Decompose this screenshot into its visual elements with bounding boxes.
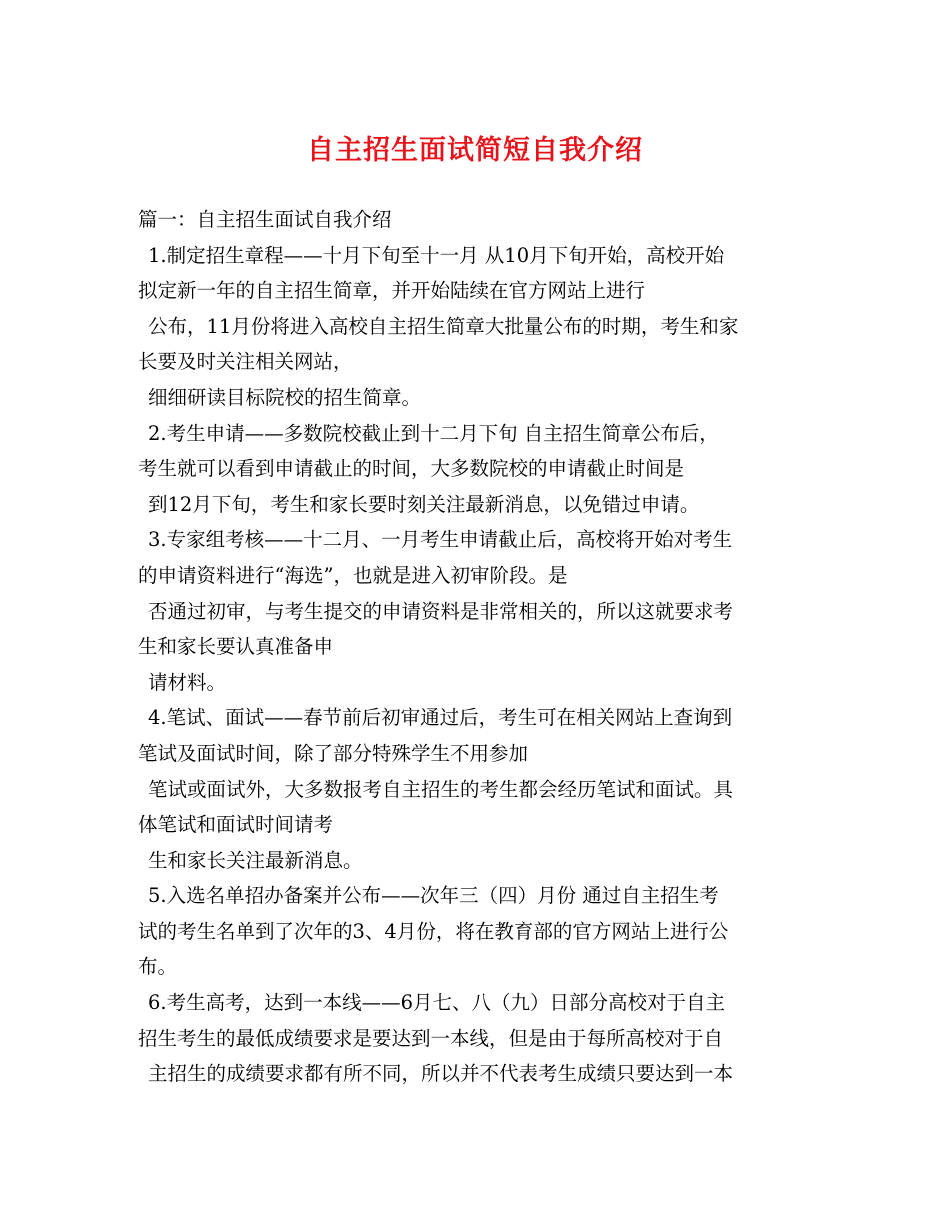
body-line: 1.制定招生章程——十月下旬至十一月 从10月下旬开始，高校开始: [148, 243, 725, 267]
body-line: 3.专家组考核——十二月、一月考生申请截止后，高校将开始对考生: [148, 528, 733, 552]
body-line: 4.笔试、面试——春节前后初审通过后，考生可在相关网站上查询到: [148, 706, 733, 730]
body-line: 的申请资料进行“海选”，也就是进入初审阶段。是: [138, 563, 568, 587]
body-line: 拟定新一年的自主招生简章，并开始陆续在官方网站上进行: [138, 279, 646, 303]
body-line: 长要及时关注相关网站，: [138, 350, 353, 374]
document-body: [138, 202, 818, 1092]
body-line: 主招生的成绩要求都有所不同，所以并不代表考生成绩只要达到一本: [148, 1062, 734, 1086]
body-line: 5.入选名单招办备案并公布——次年三（四）月份 通过自主招生考: [148, 884, 719, 908]
body-line: 公布，11月份将进入高校自主招生简章大批量公布的时期，考生和家: [148, 314, 739, 338]
body-line: 布。: [138, 955, 178, 979]
body-line: 到12月下旬，考生和家长要时刻关注最新消息，以免错过申请。: [148, 492, 700, 516]
body-line: 篇一：自主招生面试自我介绍: [138, 208, 392, 231]
body-line: 生和家长关注最新消息。: [148, 848, 363, 872]
body-line: 否通过初审，与考生提交的申请资料是非常相关的，所以这就要求考: [148, 599, 734, 623]
body-line: 生和家长要认真准备申: [138, 635, 334, 659]
body-line: 2.考生申请——多数院校截止到十二月下旬 自主招生简章公布后，: [148, 421, 719, 445]
body-line: 考生就可以看到申请截止的时间，大多数院校的申请截止时间是: [138, 457, 685, 481]
body-line: 6.考生高考，达到一本线——6月七、八（九）日部分高校对于自主: [148, 991, 726, 1015]
body-line: 体笔试和面试时间请考: [138, 813, 334, 837]
body-line: 笔试或面试外，大多数报考自主招生的考生都会经历笔试和面试。具: [148, 777, 734, 801]
body-line: 招生考生的最低成绩要求是要达到一本线，但是由于每所高校对于自: [138, 1026, 724, 1050]
body-line: 细细研读目标院校的招生简章。: [148, 385, 422, 409]
body-line: 请材料。: [148, 670, 227, 694]
document-title: 自主招生面试简短自我介绍: [307, 135, 643, 166]
body-line: 试的考生名单到了次年的3、4月份，将在教育部的官方网站上进行公: [138, 919, 729, 943]
body-line: 笔试及面试时间，除了部分特殊学生不用参加: [138, 741, 529, 765]
